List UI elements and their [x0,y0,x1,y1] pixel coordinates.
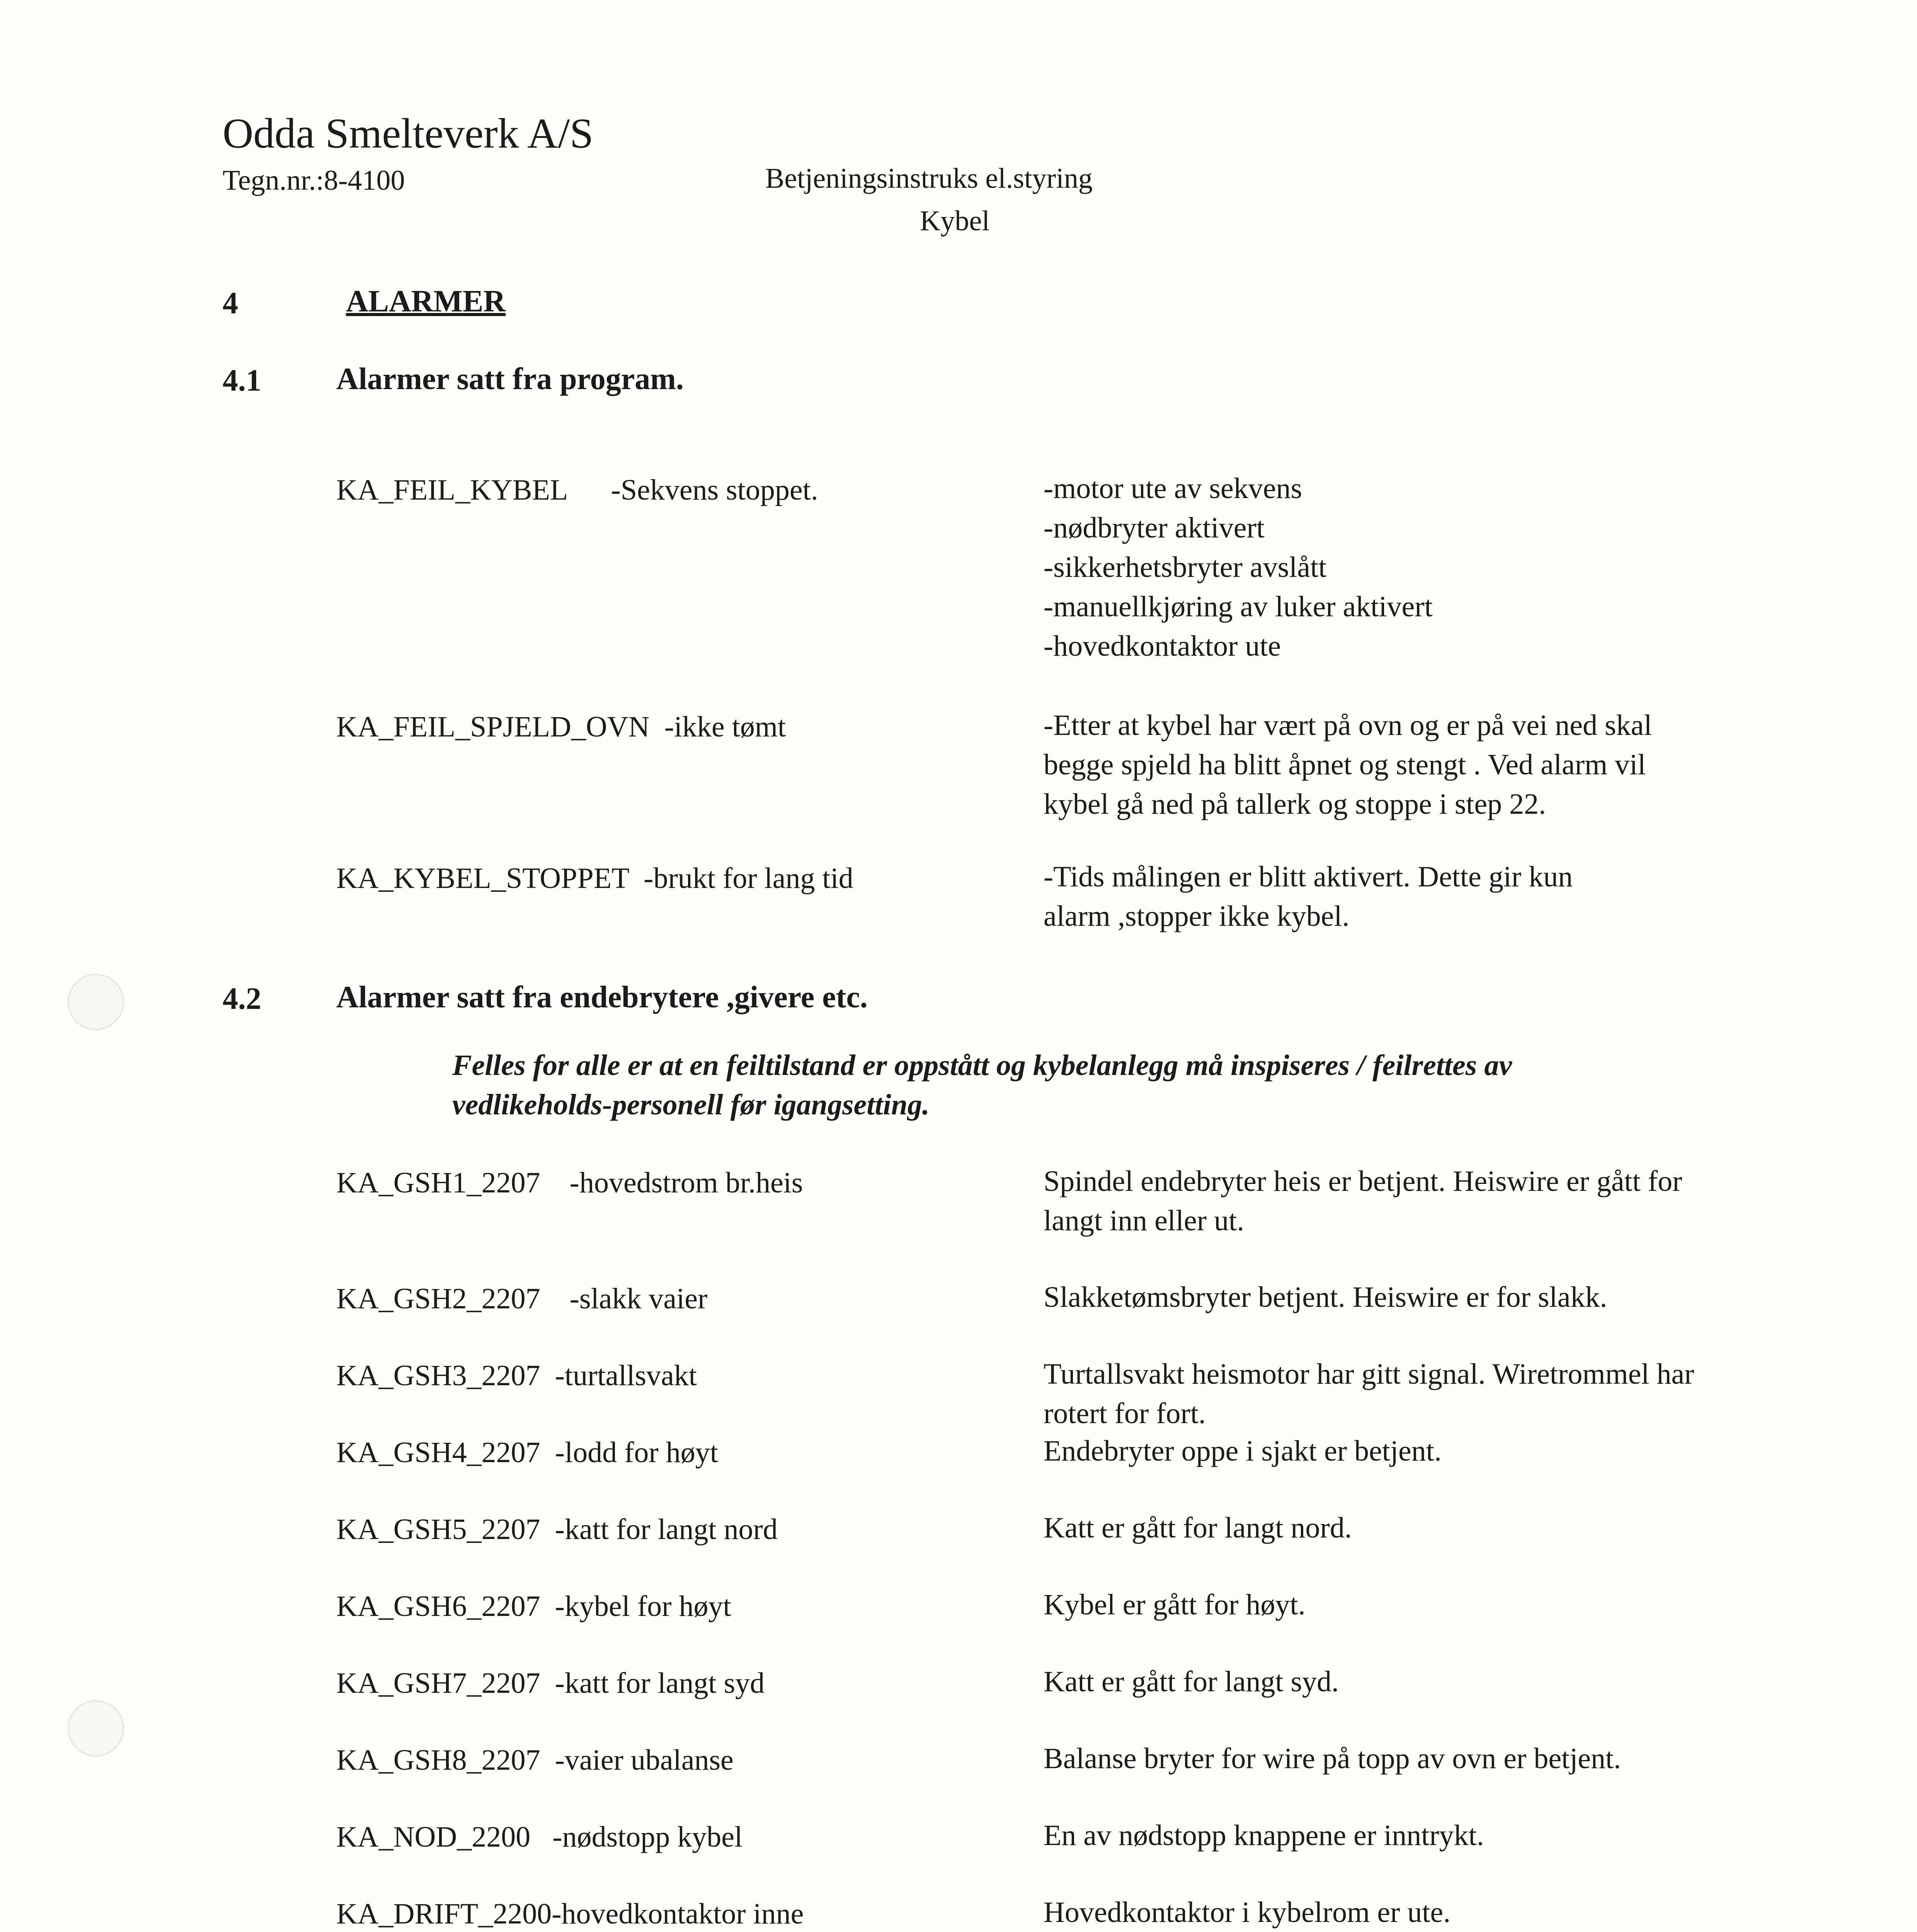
alarm-description [1044,1354,1809,1433]
alarm-code: KA_NOD_2200 -nødstopp kybel [336,1821,743,1853]
alarm-code: KA_KYBEL_STOPPET -brukt for lang tid [336,862,853,895]
section-4-2-number: 4.2 [223,982,261,1016]
alarm-code: KA_FEIL_SPJELD_OVN -ikke tømt [336,711,786,743]
common-note-line-2: vedlikeholds-personell før igangsetting. [452,1088,930,1121]
section-4-title: ALARMER [346,284,506,318]
section-4-1-number: 4.1 [223,364,261,398]
alarm-code: KA_GSH7_2207 -katt for langt syd [336,1667,765,1699]
alarm-description [1044,1739,1809,1778]
alarm-code: KA_DRIFT_2200-hovedkontaktor inne [336,1898,804,1930]
alarm-description-line: begge spjeld ha blitt åpnet og stengt . Ved alarm vil [1044,748,1646,781]
alarm-description [1044,857,1809,936]
alarm-description-line: -manuellkjøring av luker aktivert [1044,590,1433,623]
alarm-description [1044,1893,1809,1932]
section-4-number: 4 [223,286,238,320]
document-title: Betjeningsinstruks el.styring [765,163,1093,194]
alarm-code: KA_GSH3_2207 -turtallsvakt [336,1359,697,1392]
alarm-description-line: En av nødstopp knappene er inntrykt. [1044,1819,1484,1852]
alarm-description [1044,706,1809,824]
alarm-code: KA_GSH4_2207 -lodd for høyt [336,1436,718,1469]
company-name: Odda Smelteverk A/S [223,110,594,157]
alarm-code: KA_GSH8_2207 -vaier ubalanse [336,1744,734,1776]
alarm-description [1044,469,1809,666]
alarm-description-line: -motor ute av sekvens [1044,472,1302,505]
common-note [452,1046,1728,1124]
alarm-description-line: Spindel endebryter heis er betjent. Heiswire er gått for [1044,1165,1682,1197]
alarm-code: KA_GSH5_2207 -katt for langt nord [336,1513,778,1546]
alarm-description [1044,1277,1809,1317]
alarm-description-line: Balanse bryter for wire på topp av ovn er betjent. [1044,1742,1621,1775]
common-note-line-1: Felles for alle er at en feiltilstand er oppstått og kybelanlegg må inspiseres / feilrettes av [452,1049,1512,1082]
alarm-code: KA_GSH6_2207 -kybel for høyt [336,1590,731,1622]
document-subject: Kybel [920,205,990,237]
alarm-description-line: -Etter at kybel har vært på ovn og er på vei ned skal [1044,709,1652,742]
alarm-description-line: Hovedkontaktor i kybelrom er ute. [1044,1896,1451,1929]
alarm-description-line: Katt er gått for langt nord. [1044,1512,1352,1544]
alarm-description [1044,1431,1809,1471]
alarm-description-line: alarm ,stopper ikke kybel. [1044,900,1350,932]
alarm-description-line: Turtallsvakt heismotor har gitt signal. Wiretrommel har [1044,1358,1694,1390]
alarm-description-line: langt inn eller ut. [1044,1204,1245,1237]
alarm-description-line: Kybel er gått for høyt. [1044,1588,1306,1621]
drawing-number: Tegn.nr.:8-4100 [223,165,405,196]
alarm-description-line: rotert for fort. [1044,1397,1206,1430]
alarm-description-line: -nødbryter aktivert [1044,512,1265,544]
alarm-description-line: kybel gå ned på tallerk og stoppe i step 22. [1044,788,1546,820]
alarm-description-line: Endebryter oppe i sjakt er betjent. [1044,1435,1442,1467]
alarm-description-line: Katt er gått for langt syd. [1044,1665,1339,1698]
alarm-description [1044,1508,1809,1548]
punch-hole-lower [68,1700,124,1757]
alarm-description-line: -hovedkontaktor ute [1044,630,1281,662]
alarm-description-line: Slakketømsbryter betjent. Heiswire er for slakk. [1044,1281,1607,1313]
alarm-description [1044,1162,1809,1240]
alarm-description-line: -sikkerhetsbryter avslått [1044,551,1327,583]
section-4-1-title: Alarmer satt fra program. [336,362,684,396]
alarm-description-line: -Tids målingen er blitt aktivert. Dette gir kun [1044,861,1573,893]
section-4-2-title: Alarmer satt fra endebrytere ,givere etc. [336,980,868,1014]
alarm-description [1044,1816,1809,1855]
alarm-description [1044,1662,1809,1701]
alarm-code: KA_GSH1_2207 -hovedstrom br.heis [336,1167,803,1199]
alarm-code: KA_FEIL_KYBEL -Sekvens stoppet. [336,474,818,506]
alarm-code: KA_GSH2_2207 -slakk vaier [336,1282,708,1315]
punch-hole-upper [68,974,124,1030]
alarm-description [1044,1585,1809,1624]
